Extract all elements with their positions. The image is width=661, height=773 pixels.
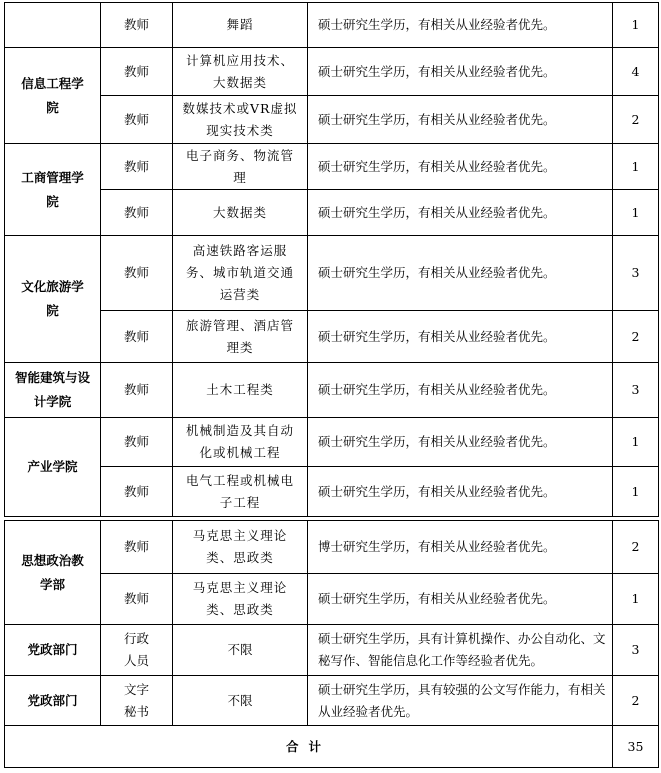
requirement-cell: 硕士研究生学历，有相关从业经验者优先。: [318, 111, 556, 127]
table-rule: [658, 2, 659, 517]
count-cell: 4: [631, 63, 640, 79]
post-cell: 教师: [123, 265, 149, 280]
dept-cell: 党政部门: [27, 642, 78, 657]
total-label: 合计: [285, 738, 331, 754]
post-cell: 教师: [123, 539, 149, 554]
dept-cell: 产业学院: [27, 459, 78, 474]
major-cell: 电气工程或机械电子工程: [185, 472, 294, 510]
requirement-cell: 硕士研究生学历，具有较强的公文写作能力，有相关从业经验者优先。: [318, 681, 606, 719]
count-cell: 1: [631, 434, 640, 449]
count-cell: 2: [631, 111, 640, 127]
table-rule: [4, 516, 659, 517]
major-cell: 机械制造及其自动化或机械工程: [185, 423, 294, 460]
post-cell: 教师: [123, 111, 149, 127]
requirement-cell: 硕士研究生学历，有相关从业经验者优先。: [318, 483, 556, 499]
dept-cell: 智能建筑与设计学院: [14, 370, 90, 409]
major-cell: 电子商务、物流管理: [185, 147, 294, 185]
post-cell: 行政人员: [123, 631, 149, 668]
post-cell: 教师: [123, 63, 149, 79]
major-cell: 马克思主义理论类、思政类: [192, 528, 288, 565]
requirement-cell: 硕士研究生学历，有相关从业经验者优先。: [318, 265, 556, 280]
major-cell: 计算机应用技术、大数据类: [185, 52, 294, 90]
total-value: 35: [627, 738, 644, 754]
major-cell: 土木工程类: [206, 382, 274, 397]
count-cell: 3: [631, 265, 640, 280]
count-cell: 1: [631, 591, 640, 606]
table-rule: [4, 767, 659, 768]
requirement-cell: 硕士研究生学历，有相关从业经验者优先。: [318, 17, 556, 32]
post-cell: 教师: [123, 328, 149, 344]
requirement-cell: 博士研究生学历，有相关从业经验者优先。: [318, 539, 556, 554]
post-cell: 教师: [123, 434, 149, 449]
requirement-cell: 硕士研究生学历，有相关从业经验者优先。: [318, 204, 556, 220]
count-cell: 1: [631, 204, 640, 220]
count-cell: 1: [631, 158, 640, 174]
dept-cell: 思想政治教学部: [21, 552, 84, 592]
requirement-cell: 硕士研究生学历，具有计算机操作、办公自动化、文秘写作、智能信息化工作等经验者优先。: [318, 631, 606, 668]
requirement-cell: 硕士研究生学历，有相关从业经验者优先。: [318, 63, 556, 79]
dept-cell: 文化旅游学院: [21, 279, 84, 318]
post-cell: 教师: [123, 17, 149, 32]
count-cell: 2: [631, 328, 640, 344]
dept-cell: 信息工程学院: [21, 75, 84, 115]
count-cell: 2: [631, 692, 640, 708]
post-cell: 教师: [123, 591, 149, 606]
major-cell: 数媒技术或VR虚拟现实技术类: [182, 100, 298, 138]
requirement-cell: 硕士研究生学历，有相关从业经验者优先。: [318, 591, 556, 606]
major-cell: 舞蹈: [226, 17, 254, 32]
post-cell: 教师: [123, 204, 149, 220]
count-cell: 3: [631, 642, 640, 657]
count-cell: 1: [631, 17, 640, 32]
post-cell: 教师: [123, 158, 149, 174]
dept-cell: 党政部门: [27, 692, 78, 708]
major-cell: 高速铁路客运服务、城市轨道交通运营类: [185, 243, 294, 302]
count-cell: 2: [631, 539, 640, 554]
requirement-cell: 硕士研究生学历，有相关从业经验者优先。: [318, 158, 556, 174]
major-cell: 旅游管理、酒店管理类: [185, 317, 294, 355]
count-cell: 1: [631, 483, 640, 499]
dept-cell: 工商管理学院: [21, 169, 84, 209]
count-cell: 3: [631, 382, 640, 397]
major-cell: 马克思主义理论类、思政类: [192, 580, 288, 617]
post-cell: 文字秘书: [123, 681, 149, 719]
major-cell: 不限: [227, 642, 253, 657]
major-cell: 大数据类: [212, 204, 267, 220]
post-cell: 教师: [123, 382, 149, 397]
table-rule: [658, 520, 659, 768]
requirement-cell: 硕士研究生学历，有相关从业经验者优先。: [318, 328, 556, 344]
requirement-cell: 硕士研究生学历，有相关从业经验者优先。: [318, 382, 556, 397]
post-cell: 教师: [123, 483, 149, 499]
major-cell: 不限: [227, 692, 253, 708]
requirement-cell: 硕士研究生学历，有相关从业经验者优先。: [318, 434, 556, 449]
